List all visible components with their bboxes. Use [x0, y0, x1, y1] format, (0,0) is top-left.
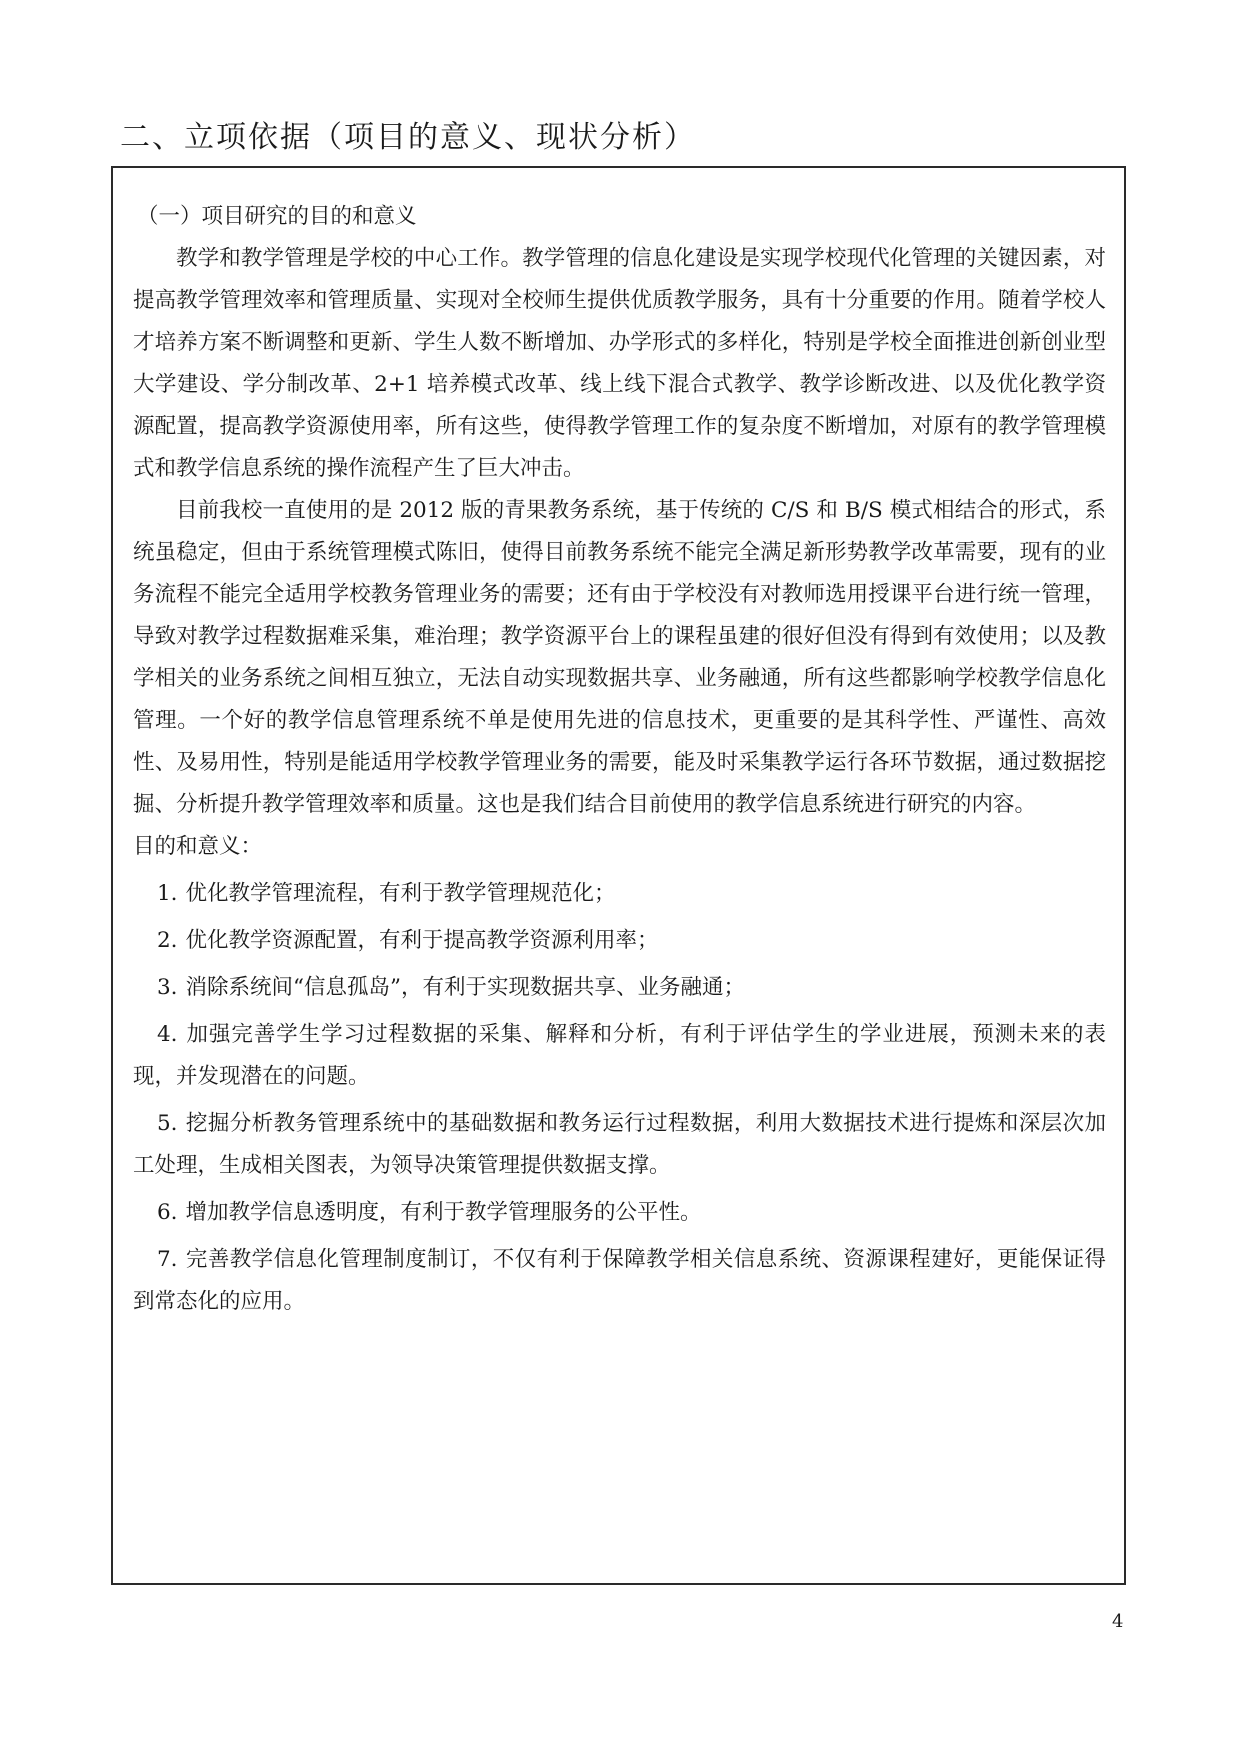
list-item-text: 增加教学信息透明度，有利于教学管理服务的公平性。	[185, 1200, 702, 1225]
list-item-text: 完善教学信息化管理制度制订，不仅有利于保障教学相关信息系统、资源课程建好，更能保证得到常态化的应用。	[133, 1247, 1106, 1314]
list-item-number: 2.	[157, 928, 178, 953]
list-item	[133, 1103, 1106, 1187]
section-heading: 二、立项依据（项目的意义、现状分析）	[120, 120, 696, 155]
content-box	[111, 166, 1126, 1585]
list-item-number: 6.	[157, 1200, 178, 1225]
purpose-label: 目的和意义：	[133, 834, 263, 859]
list-item-number: 3.	[157, 975, 178, 1000]
list-item-text: 消除系统间“信息孤岛”，有利于实现数据共享、业务融通；	[185, 975, 746, 1000]
content-body	[133, 196, 1106, 1323]
list-item	[133, 1192, 1106, 1234]
list-item-text: 优化教学资源配置，有利于提高教学资源利用率；	[185, 928, 659, 953]
list-item-text: 挖掘分析教务管理系统中的基础数据和教务运行过程数据，利用大数据技术进行提炼和深层次加工处理，生成相关图表，为领导决策管理提供数据支撑。	[133, 1111, 1106, 1178]
list-item-number: 7.	[157, 1247, 178, 1272]
list-item	[133, 1239, 1106, 1323]
list-item-text: 加强完善学生学习过程数据的采集、解释和分析，有利于评估学生的学业进展，预测未来的表现，并发现潜在的问题。	[133, 1022, 1106, 1089]
list-item-number: 4.	[157, 1022, 178, 1047]
paragraph-current-status: 目前我校一直使用的是 2012 版的青果教务系统，基于传统的 C/S 和 B/S 模式相结合的形式，系统虽稳定，但由于系统管理模式陈旧，使得目前教务系统不能完全满足新形势教学改革需要，现有的业务流程不能完全适用学校教务管理业务的需要；还有由于学校没有对教师选用授课平台进行统一管理，导致对教学过程数据难采集，难治理；教学资源平台上的课程虽建的很好但没有得到有效使用；以及教学相关的业务系统之间相互独立，无法自动实现数据共享、业务融通，所有这些都影响学校教学信息化管理。一个好的教学信息管理系统不单是使用先进的信息技术，更重要的是其科学性、严谨性、高效性、及易用性，特别是能适用学校教学管理业务的需要，能及时采集教学运行各环节数据，通过数据挖掘、分析提升教学管理效率和质量。这也是我们结合目前使用的教学信息系统进行研究的内容。	[133, 498, 1106, 817]
subheading: （一）项目研究的目的和意义	[137, 204, 417, 229]
list-item-number: 5.	[157, 1111, 178, 1136]
list-item-number: 1.	[157, 881, 178, 906]
paragraph-background: 教学和教学管理是学校的中心工作。教学管理的信息化建设是实现学校现代化管理的关键因素，对提高教学管理效率和管理质量、实现对全校师生提供优质教学服务，具有十分重要的作用。随着学校人才培养方案不断调整和更新、学生人数不断增加、办学形式的多样化，特别是学校全面推进创新创业型大学建设、学分制改革、2+1 培养模式改革、线上线下混合式教学、教学诊断改进、以及优化教学资源配置，提高教学资源使用率，所有这些，使得教学管理工作的复杂度不断增加，对原有的教学管理模式和教学信息系统的操作流程产生了巨大冲击。	[133, 246, 1106, 481]
list-item	[133, 967, 1106, 1009]
page-number: 4	[1112, 1611, 1124, 1632]
list-item	[133, 920, 1106, 962]
list-item	[133, 1014, 1106, 1098]
list-item-text: 优化教学管理流程，有利于教学管理规范化；	[185, 881, 616, 906]
list-item	[133, 873, 1106, 915]
